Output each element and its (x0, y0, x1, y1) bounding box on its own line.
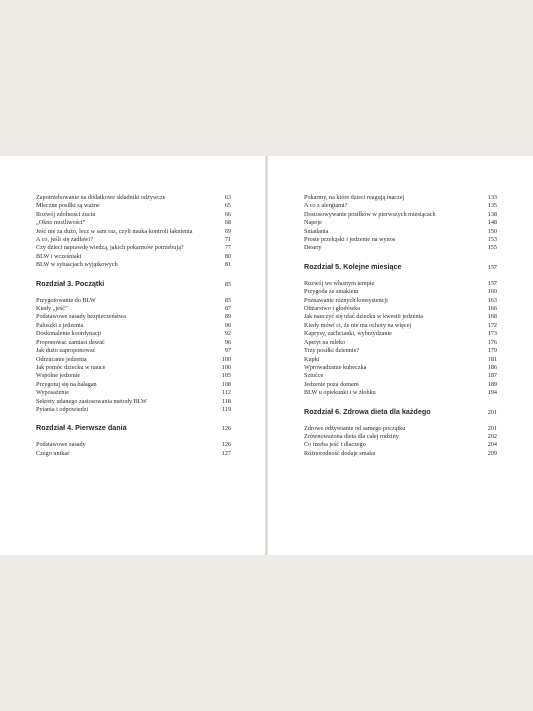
toc-chapter-heading (304, 262, 497, 272)
toc-entry-title: Zdrowe odżywianie od samego początku (304, 424, 406, 432)
toc-entry-title: Jedzenie poza domem (304, 380, 359, 388)
toc-entry (36, 364, 231, 372)
toc-entry-title: Odrzucanie jedzenia (36, 355, 87, 363)
toc-entry-title: BLW w sytuacjach wyjątkowych (36, 261, 118, 269)
toc-page-number: 126 (221, 441, 231, 449)
toc-entry-title: Podstawowe zasady bezpieczeństwa (36, 313, 127, 321)
toc-entry-title: Proponować zamiast dawać (36, 338, 105, 346)
toc-page-number: 85 (224, 296, 231, 304)
toc-entry (36, 339, 231, 347)
toc-entry-title: Czego unikać (36, 449, 70, 457)
toc-entry-title: Rozdział 5. Kolejne miesiące (304, 261, 402, 271)
toc-page-number: 87 (224, 305, 231, 313)
toc-entry (304, 228, 497, 236)
toc-page-number: 126 (221, 425, 231, 433)
toc-page-number: 172 (487, 321, 497, 329)
toc-page-number: 71 (224, 236, 231, 244)
toc-entry-title: Rozwój we własnym tempie (304, 279, 375, 287)
toc-entry-title: Kiedy „jeść” (36, 305, 68, 313)
toc-page-number: 163 (487, 296, 497, 304)
toc-entry (36, 194, 231, 202)
toc-entry (36, 398, 231, 406)
toc-entry-title: BLW i wcześniaki (36, 252, 82, 260)
toc-page-number: 89 (224, 313, 231, 321)
toc-entry (36, 202, 231, 210)
toc-page-number: 176 (487, 338, 497, 346)
toc-entry (36, 236, 231, 244)
toc-entry (304, 244, 497, 252)
toc-entry (304, 236, 497, 244)
toc-entry (304, 364, 497, 372)
toc-entry-title: A co, jeśli się zadławi? (36, 236, 93, 244)
toc-entry-title: Obżarstwo i głodówka (304, 305, 361, 313)
toc-page-number: 204 (487, 441, 497, 449)
toc-entry (304, 433, 497, 441)
toc-page-number: 118 (221, 397, 231, 405)
toc-entry (304, 305, 497, 313)
toc-page-number: 63 (224, 194, 231, 201)
toc-entry-title: Kiedy mówi ci, że nie ma ochoty na więcej (304, 321, 412, 329)
toc-page-number: 66 (224, 210, 231, 218)
toc-entry (36, 356, 231, 364)
toc-entry-title: Śniadania (304, 227, 329, 235)
toc-page-number: 202 (487, 432, 497, 440)
toc-page-number: 100 (221, 355, 231, 363)
toc-page-number: 80 (224, 252, 231, 260)
toc-entry-title: Doskonalenie koordynacji (36, 330, 102, 338)
table-of-contents-left (36, 194, 231, 458)
toc-entry (36, 389, 231, 397)
toc-entry (304, 219, 497, 227)
toc-entry (304, 322, 497, 330)
toc-entry (36, 347, 231, 355)
toc-entry-title: Przygotowanie do BLW (36, 296, 96, 304)
toc-entry-title: Napoje (304, 219, 322, 227)
toc-page-number: 166 (487, 305, 497, 313)
toc-entry-title: Desery (304, 244, 322, 252)
toc-entry (36, 381, 231, 389)
toc-entry-title: Paluszki z jedzenia (36, 321, 84, 329)
toc-entry (304, 339, 497, 347)
toc-entry (36, 211, 231, 219)
toc-entry-title: Przygoda ze smakiem (304, 288, 359, 296)
toc-entry (36, 219, 231, 227)
toc-entry (36, 372, 231, 380)
toc-entry-title: Rozwój zdolności żucia (36, 210, 96, 218)
toc-page-number: 179 (487, 347, 497, 355)
toc-page-number: 209 (487, 449, 497, 457)
toc-entry (304, 389, 497, 397)
toc-entry (304, 425, 497, 433)
toc-chapter-heading (36, 423, 231, 433)
toc-chapter-heading (304, 407, 497, 417)
toc-entry-title: Różnorodność dodaje smaku (304, 449, 376, 457)
toc-entry (36, 441, 231, 449)
toc-page-number: 155 (487, 244, 497, 252)
toc-page-number: 181 (487, 355, 497, 363)
toc-page-number: 201 (487, 424, 497, 432)
toc-entry (304, 211, 497, 219)
toc-entry (304, 280, 497, 288)
toc-page-number: 168 (487, 313, 497, 321)
toc-entry-title: Zapotrzebowanie na dodatkowe składniki odżywcze (36, 194, 166, 201)
toc-page-number: 97 (224, 347, 231, 355)
toc-entry-title: Rozdział 4. Pierwsze dania (36, 423, 127, 433)
toc-entry (36, 297, 231, 305)
toc-entry (304, 372, 497, 380)
toc-page-number: 127 (221, 449, 231, 457)
toc-entry-title: Jak pomóc dziecku w nauce (36, 363, 106, 371)
toc-entry-title: Wyposażenie (36, 389, 69, 397)
toc-entry (36, 305, 231, 313)
toc-entry (304, 356, 497, 364)
toc-entry (304, 441, 497, 449)
toc-page-number: 186 (487, 363, 497, 371)
toc-page-number: 77 (224, 244, 231, 252)
toc-page-number: 96 (224, 338, 231, 346)
toc-entry (304, 347, 497, 355)
toc-entry (304, 194, 497, 202)
toc-entry-title: Wspólne jedzenie (36, 372, 81, 380)
toc-page-number: 90 (224, 321, 231, 329)
toc-entry-title: Kaprysy, zachcianki, wybrzydzanie (304, 330, 392, 338)
toc-page-number: 153 (487, 236, 497, 244)
toc-entry-title: „Okno możliwości” (36, 219, 86, 227)
toc-entry (304, 297, 497, 305)
toc-entry (304, 330, 497, 338)
toc-page-number: 133 (487, 194, 497, 201)
toc-entry (304, 450, 497, 458)
toc-entry-title: Mleczne posiłki są ważne (36, 202, 100, 210)
toc-entry-title: Przygotuj się na bałagan (36, 380, 97, 388)
toc-entry (36, 450, 231, 458)
toc-entry-title: Rozdział 6. Zdrowa dieta dla każdego (304, 406, 431, 416)
toc-page-number: 189 (487, 380, 497, 388)
toc-entry-title: Rozdział 3. Początki (36, 278, 105, 288)
toc-page-number: 194 (487, 389, 497, 397)
toc-entry-title: Trzy posiłki dziennie? (304, 347, 360, 355)
toc-page-number: 68 (224, 219, 231, 227)
toc-entry-title: Jak dużo zaproponować (36, 347, 96, 355)
toc-entry (304, 202, 497, 210)
toc-entry (36, 261, 231, 269)
toc-entry-title: Wprowadzanie kubeczka (304, 363, 367, 371)
toc-entry-title: Co trzeba jeść i dlaczego (304, 441, 366, 449)
toc-entry-title: Jak nauczyć się ufać dziecku w kwestii jedzenia (304, 313, 424, 321)
toc-entry-title: Kupki (304, 355, 320, 363)
table-of-contents-right (304, 194, 497, 458)
toc-page-number: 173 (487, 330, 497, 338)
toc-entry (304, 313, 497, 321)
toc-page-number: 100 (221, 363, 231, 371)
toc-page-number: 119 (221, 405, 231, 413)
toc-page-number: 201 (487, 408, 497, 416)
left-page (0, 156, 265, 555)
toc-entry (36, 244, 231, 252)
toc-chapter-heading (36, 279, 231, 289)
toc-page-number: 135 (487, 202, 497, 210)
toc-entry-title: Podstawowe zasady (36, 441, 86, 449)
toc-page-number: 92 (224, 330, 231, 338)
toc-entry (304, 288, 497, 296)
toc-entry (304, 381, 497, 389)
toc-entry-title: Pytania i odpowiedzi (36, 405, 89, 413)
toc-page-number: 69 (224, 227, 231, 235)
toc-entry-title: Sekrety udanego zastosowania metody BLW (36, 397, 147, 405)
toc-page-number: 157 (487, 279, 497, 287)
toc-entry (36, 228, 231, 236)
toc-entry-title: Pokarmy, na które dzieci reagują inaczej (304, 194, 405, 201)
right-page (268, 156, 533, 555)
toc-page-number: 160 (487, 288, 497, 296)
toc-page-number: 112 (221, 389, 231, 397)
book-spread (0, 156, 533, 555)
toc-page-number: 85 (224, 280, 231, 288)
toc-entry-title: Czy dzieci naprawdę wiedzą, jakich pokarmów potrzebują? (36, 244, 184, 252)
toc-page-number: 150 (487, 227, 497, 235)
toc-entry (36, 406, 231, 414)
toc-entry-title: Jeść nie za dużo, lecz w sam raz, czyli nauka kontroli łaknienia (36, 227, 193, 235)
toc-page-number: 157 (487, 263, 497, 271)
toc-page-number: 187 (487, 372, 497, 380)
toc-entry (36, 313, 231, 321)
toc-entry-title: Dostosowywanie posiłków w pierwszych miesiącach (304, 210, 436, 218)
toc-entry-title: Zrównoważona dieta dla całej rodziny (304, 432, 399, 440)
toc-entry (36, 253, 231, 261)
toc-entry (36, 330, 231, 338)
toc-page-number: 65 (224, 202, 231, 210)
toc-page-number: 105 (221, 372, 231, 380)
toc-page-number: 148 (487, 219, 497, 227)
toc-entry-title: Proste przekąski i jedzenie na wynos (304, 236, 396, 244)
toc-page-number: 108 (221, 380, 231, 388)
toc-page-number: 81 (224, 261, 231, 269)
toc-entry (36, 322, 231, 330)
toc-entry-title: Poznawanie różnych konsystencji (304, 296, 388, 304)
toc-entry-title: BLW u opiekunki i w żłobku (304, 389, 376, 397)
toc-entry-title: Apetyt na mleko (304, 338, 346, 346)
toc-page-number: 138 (487, 210, 497, 218)
toc-entry-title: A co z alergiami? (304, 202, 348, 210)
toc-entry-title: Sztućce (304, 372, 324, 380)
